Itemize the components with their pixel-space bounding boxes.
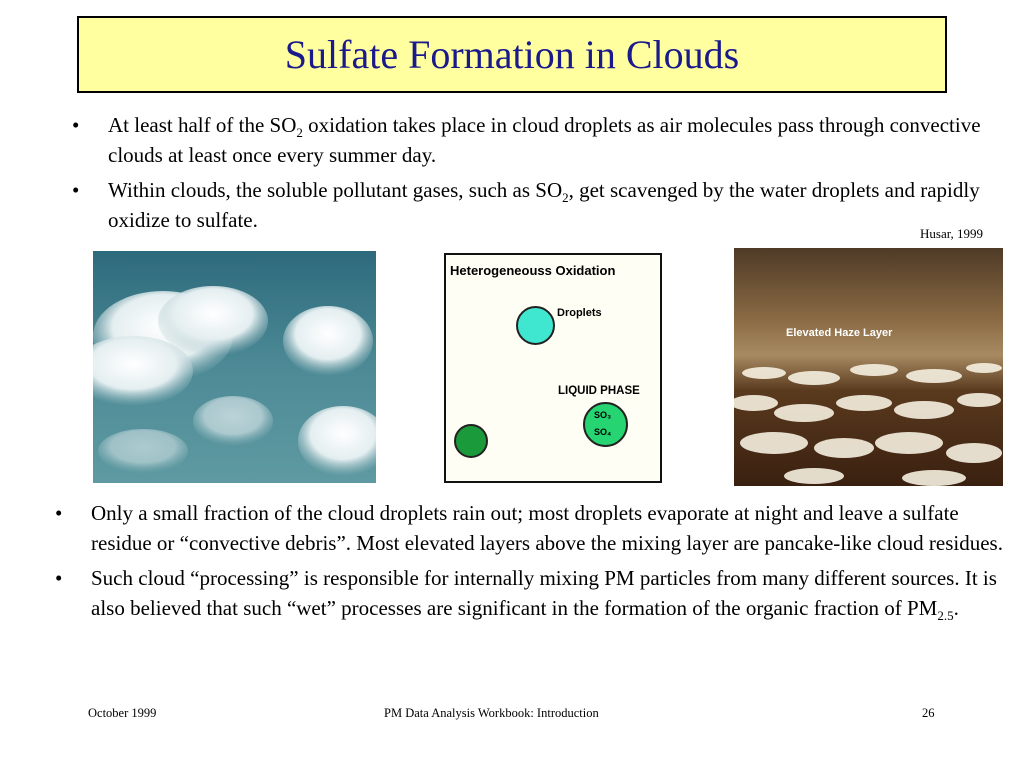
liquid-droplet-circle (583, 402, 628, 447)
subscript: 2 (296, 125, 303, 141)
bullet-item (72, 110, 1008, 170)
page-number: 26 (922, 706, 935, 720)
so3-label: SO₃ (594, 410, 612, 420)
bullet-text: oxidation takes place in cloud droplets as air molecules pass through convective clouds at least once every summer day. (108, 113, 981, 167)
droplet-circle (516, 306, 555, 345)
bullet-dot: • (55, 501, 63, 525)
footer-title: PM Data Analysis Workbook: Introduction (384, 706, 599, 720)
footer-date: October 1999 (88, 706, 157, 720)
bullet-text: Within clouds, the soluble pollutant gases, such as SO (108, 178, 563, 202)
bullet-dot: • (72, 113, 80, 137)
oxidation-diagram (444, 253, 662, 483)
bullet-text: Such cloud “processing” is responsible for internally mixing PM particles from many different sources. It is also believed that such “wet” processes are significant in the formation of the organic fraction of PM (91, 566, 997, 620)
slide-title: Sulfate Formation in Clouds (284, 32, 740, 77)
title-box (77, 16, 947, 93)
liquid-phase-label: LIQUID PHASE (558, 385, 640, 397)
bullet-dot: • (55, 566, 63, 590)
bullet-text: , get scavenged by the water droplets and rapidly oxidize to sulfate. (108, 178, 980, 232)
bullet-text: Only a small fraction of the cloud droplets rain out; most droplets evaporate at night and leave a sulfate residue or “convective debris”. Most elevated layers above the mixing layer are pancake-like cloud residues. (91, 501, 1003, 555)
bullet-item (55, 498, 1011, 558)
haze-label: Elevated Haze Layer (786, 327, 893, 339)
subscript: 2.5 (937, 608, 954, 624)
diagram-title: Heterogeneouss Oxidation (450, 263, 616, 278)
so4-label: SO₄ (594, 427, 612, 437)
droplets-label: Droplets (557, 307, 602, 319)
bullet-item (55, 563, 1011, 624)
bullet-item (72, 175, 1008, 235)
bullet-text: At least half of the SO (108, 113, 297, 137)
bullet-text: . (953, 596, 959, 620)
citation: Husar, 1999 (920, 226, 984, 241)
cloud-photo (93, 251, 376, 483)
top-bullet-list (72, 110, 1008, 240)
bottom-bullet-list (55, 498, 1011, 628)
subscript: 2 (562, 190, 569, 206)
haze-photo (734, 248, 1003, 486)
bullet-dot: • (72, 178, 80, 202)
dark-droplet-circle (454, 424, 488, 458)
